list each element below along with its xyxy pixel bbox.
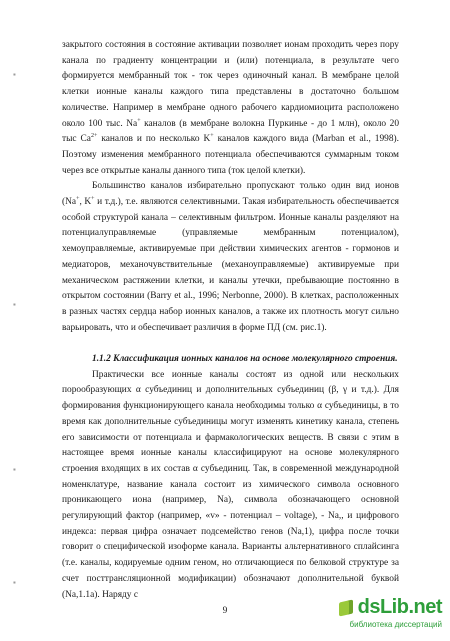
- margin-mark: ▪: [13, 578, 16, 587]
- body-text: [62, 38, 399, 603]
- margin-mark: ▪: [13, 300, 16, 309]
- paragraph: Большинство каналов избирательно пропускают только один вид ионов (Na+, K+ и т.д.), т.е. являются селективными. Такая избирательность обеспечивается особой структурой канала – селективным фильтром. Ионные каналы разделяют на потенциалуправляемые (управляемые мембранным потенциалом), хемоуправляемые, активируемые при действии химических агентов - гормонов и медиаторов, механочувствительные (механоуправляемые) активируемые при механическом растяжении клетки, и каналы утечки, пребывающие постоянно в открытом состоянии (Barry et al., 1996; Nerbonne, 2000). В клетках, расположенных в разных частях сердца набор ионных каналов, а также их плотность могут сильно варьировать, что и обеспечивает различия в форме ПД (см. рис.1).: [62, 181, 399, 333]
- book-icon: [339, 600, 353, 617]
- watermark: [328, 595, 442, 635]
- watermark-tagline: библиотека диссертаций: [349, 620, 442, 629]
- paragraph: закрытого состояния в состояние активации позволяет ионам проходить через пору канала по градиенту концентрации и (или) потенциала, в результате чего формируется мембранный ток - ток через одиночный канал. В мембране целой клетки ионные каналы каждого типа представлены в достаточно большом количестве. Например в мембране одного рабочего кардиомиоцита расположено около 100 тыс. Na+ каналов (в мембране волокна Пуркинье - до 1 млн), около 20 тыс $Ca^{2+}$ каналов и по несколько K+ каналов каждого вида (Marban et al., 1998). Поэтому изменения мембранного потенциала обеспечиваются суммарным током через все открытые каналы данного типа (ток целой клетки).: [62, 40, 400, 176]
- margin-mark: ▪: [13, 70, 16, 79]
- section-heading: 1.1.2 Классификация ионных каналов на основе молекулярного строения.: [92, 354, 398, 365]
- paragraph: Практически все ионные каналы состоят из одной или нескольких порообразующих α субъединиц и дополнительных субъединиц (β, γ и т.д.). Для формирования функционирующего канала необходимы только α субъединицы, в то время как дополнительные субъединицы могут изменять кинетику канала, степень его зависимости от потенциала и фармакологических веществ. В связи с этим в настоящее время ионные каналы классифицируют на основе молекулярного строения входящих в их состав α субъединиц. Так, в современной международной номенклатуре, название канала состоит из химического символа основного проникающего иона (например, Na), символа обозначающего основной регулирующий фактор (например, «v» - потенциал – voltage), - Na,, и цифрового индекса: первая цифра означает подсемейство генов (Na,1), цифра после точки говорит о специфической изоформе канала. Варианты альтернативного сплайсинга (т.е. каналы, кодируемые одним геном, но отличающиеся по белковой структуре за счет посттрансляционной модификации) обозначают дополнительной буквой (Na,1.1a). Наряду с: [62, 369, 399, 600]
- watermark-brand: dsLib.net: [357, 596, 442, 618]
- margin-mark: ▪: [13, 465, 16, 474]
- page-number: 9: [222, 606, 228, 616]
